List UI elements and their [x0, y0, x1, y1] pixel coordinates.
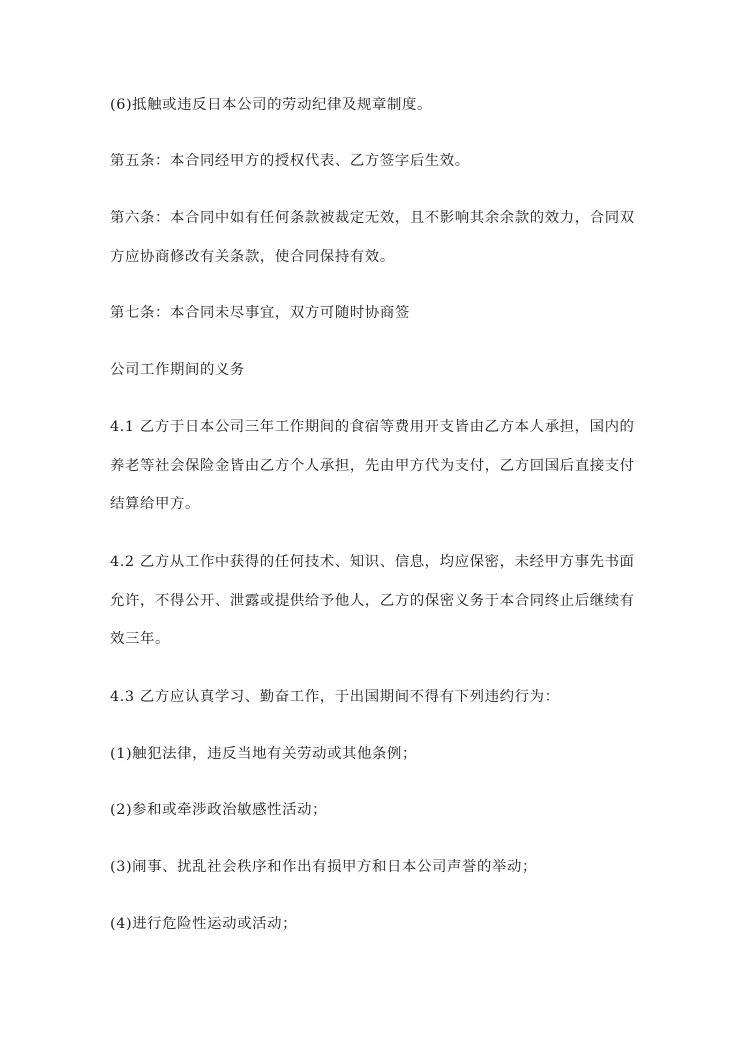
article-6: [110, 199, 638, 276]
section-heading: [110, 351, 638, 390]
text-line: 允许，不得公开、泄露或提供给予他人，乙方的保密义务于本合同终止后继续有: [110, 592, 635, 609]
clause-item-2: [110, 791, 638, 830]
text-line: (4)进行危险性运动或活动；: [110, 916, 298, 932]
text-line: 4.2 乙方从工作中获得的任何技术、知识、信息，均应保密，未经甲方事先书面: [110, 554, 635, 570]
text-line: 公司工作期间的义务: [110, 362, 245, 378]
text-line: (1)触犯法律，违反当地有关劳动或其他条例；: [110, 746, 418, 762]
text-line: (3)闹事、扰乱社会秩序和作出有损甲方和日本公司声誉的举动；: [110, 859, 537, 875]
text-line: 4.3 乙方应认真学习、勤奋工作，于出国期间不得有下列违约行为：: [110, 689, 560, 705]
clause-item-3: [110, 848, 638, 887]
text-line: 第六条：本合同中如有任何条款被裁定无效，且不影响其余余款的效力，合同双: [110, 210, 635, 226]
clause-4-2: [110, 543, 638, 659]
clause-6-violation: [110, 86, 638, 125]
clause-4-3: [110, 678, 638, 717]
clause-item-4: [110, 905, 638, 944]
text-line: 第五条：本合同经甲方的授权代表、乙方签字后生效。: [110, 153, 470, 169]
text-line: (6)抵触或违反日本公司的劳动纪律及规章制度。: [110, 97, 432, 113]
text-line: 方应协商修改有关条款，使合同保持有效。: [110, 248, 395, 265]
clause-item-1: [110, 735, 638, 774]
article-7: [110, 294, 638, 333]
article-5: [110, 142, 638, 181]
text-line: (2)参和或牵涉政治敏感性活动；: [110, 802, 328, 818]
text-line: 4.1 乙方于日本公司三年工作期间的食宿等费用开支皆由乙方本人承担，国内的: [110, 419, 635, 435]
clause-4-1: [110, 408, 638, 524]
text-line: 结算给甲方。: [110, 496, 200, 512]
text-line: 效三年。: [110, 631, 170, 647]
text-line: 养老等社会保险金皆由乙方个人承担，先由甲方代为支付，乙方回国后直接支付: [110, 457, 635, 474]
text-line: 第七条：本合同未尽事宜，双方可随时协商签: [110, 305, 410, 321]
